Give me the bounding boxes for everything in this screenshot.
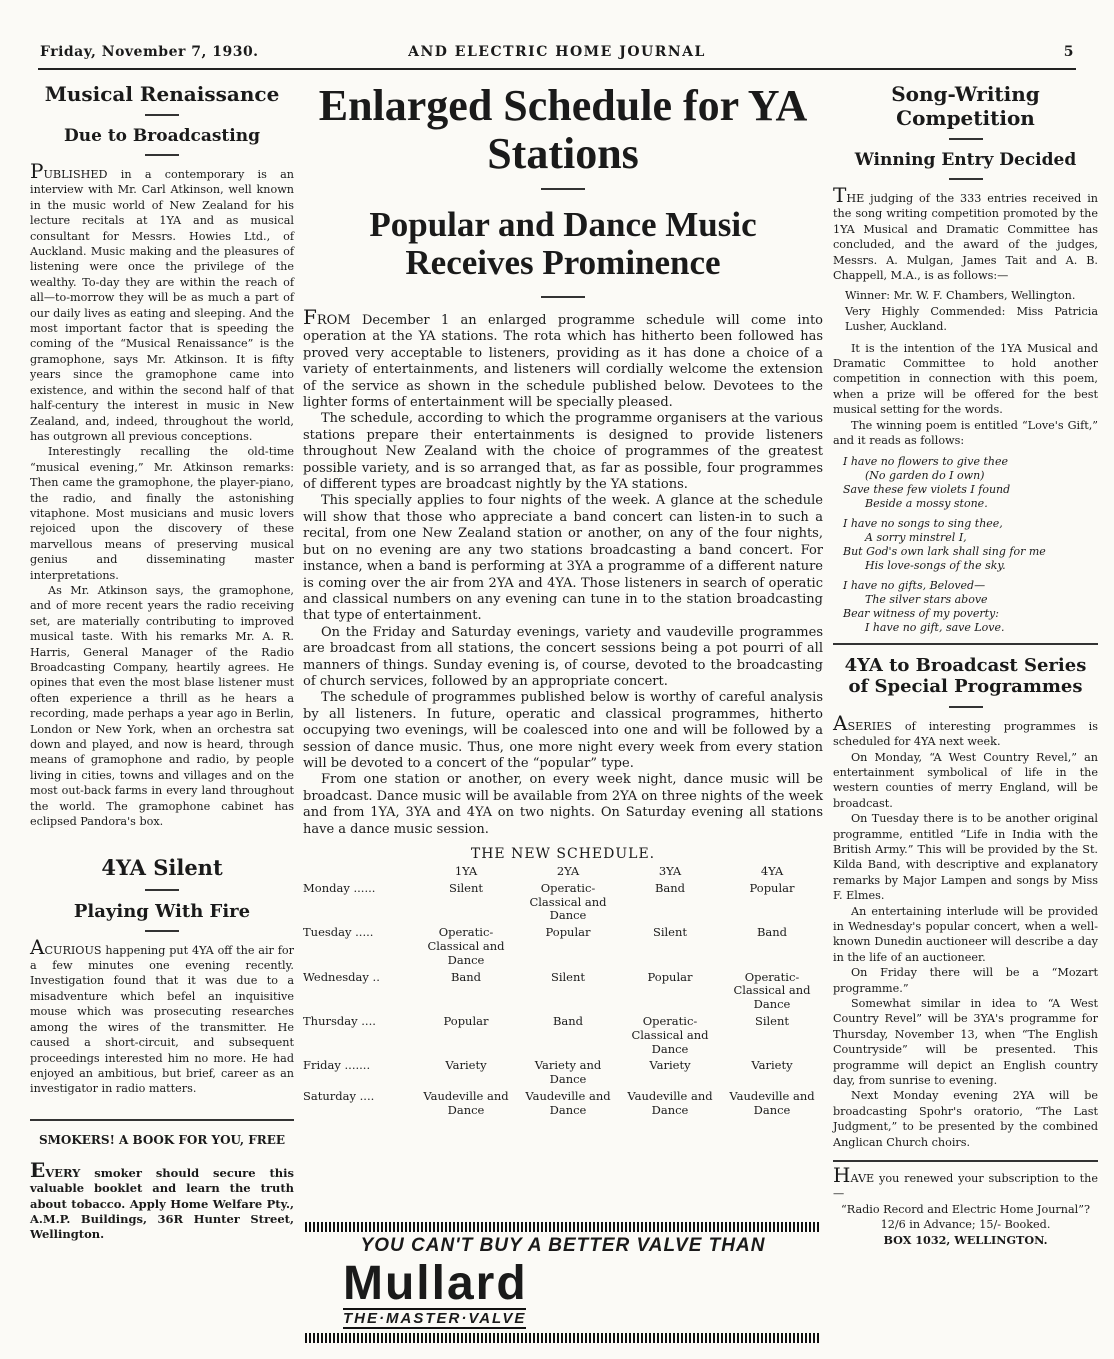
article-paragraph: ACURIOUS happening put 4YA off the air for a few minutes one evening recently. Investigation found that it was due to a misadventure which befel an inquisitive mouse which was prosecuting researches among the wires of the transmitter. He caused a short-circuit, and subsequent proceedings interested him no more. He had enjoyed an ambitious, but brief, career as an investigator in radio matters.	[30, 934, 294, 1096]
schedule-cell: Band	[654, 880, 686, 895]
schedule-cell: Band	[552, 1013, 584, 1028]
mullard-advert	[305, 1222, 821, 1343]
advert-border	[305, 1222, 821, 1232]
divider	[949, 138, 983, 140]
schedule-row	[303, 882, 823, 926]
article-title: 4YA to Broadcast Series of Special Programmes	[844, 654, 1087, 698]
winner-line: Winner: Mr. W. F. Chambers, Wellington.	[845, 289, 1076, 303]
drop-cap: T	[833, 183, 847, 207]
schedule-cell: Variety	[649, 1058, 691, 1073]
schedule-day: Thursday ....	[303, 1013, 376, 1028]
article-subtitle: Winning Entry Decided	[854, 150, 1077, 170]
article-paragraph: Somewhat similar in idea to “A West Country Revel” will be 3YA's programme for Thursday, November 13, when “The English Countryside” will be presented. This programme will depict an English country day, from sunrise to evening.	[833, 997, 1098, 1088]
station-header: 3YA	[658, 864, 682, 878]
article-title: Song-Writing Competition	[891, 82, 1040, 130]
schedule-cell: Operatic-Classical and Dance	[427, 925, 505, 967]
schedule-cell: Vaudeville and Dance	[423, 1088, 509, 1117]
article-paragraph: It is the intention of the 1YA Musical and Dramatic Committee to hold another competition in connection with this poem, when a prize will be offered for the best musical setting for the words.	[833, 341, 1098, 417]
schedule-title: THE NEW SCHEDULE.	[470, 846, 656, 862]
article-subtitle: Playing With Fire	[73, 900, 251, 922]
station-header: 1YA	[454, 864, 478, 878]
article-paragraph: As Mr. Atkinson says, the gramophone, and of more recent years the radio receiving set, are materially contributing to improved musical taste. With his remarks Mr. A. R. Harris, General Manager of the Radio Broadcasting Company, heartily agrees. He opines that even the most blase listener must often experience a thrill as he hears a recording, made perhaps a year ago in Berlin, London or New York, when an orchestra sat down and played, and now is heard, through means of gramophone and radio, by people living in cities, towns and villages and on the most out-back farms in every land throughout the world. The gramophone cabinet has eclipsed Pandora's box.	[30, 583, 294, 829]
divider	[949, 178, 983, 180]
schedule-cell: Vaudeville and Dance	[627, 1088, 713, 1117]
schedule-day: Saturday ....	[303, 1088, 375, 1103]
article-paragraph: From one station or another, on every week night, dance music will be broadcast. Dance music will be available from 2YA on three nights of the week and from 1YA, 3YA and 4YA on two nights. On Saturday evening all stations have a dance music session.	[303, 772, 823, 837]
article-paragraph: The winning poem is entitled “Love's Gift,” and it reads as follows:	[833, 418, 1098, 448]
article-paragraph: ASERIES of interesting programmes is scheduled for 4YA next week.	[833, 710, 1098, 749]
schedule-cell: Popular	[545, 925, 591, 940]
divider	[541, 296, 585, 298]
schedule-cell: Vaudeville and Dance	[729, 1088, 815, 1117]
schedule-cell: Popular	[749, 880, 795, 895]
schedule-row	[303, 1090, 823, 1121]
drop-cap: P	[30, 159, 44, 183]
advert-slogan: YOU CAN'T BUY A BETTER VALVE THAN	[360, 1235, 766, 1256]
schedule-cell: Variety	[445, 1058, 487, 1073]
schedule-cell: Variety and Dance	[534, 1058, 602, 1087]
header-rule	[38, 68, 1076, 70]
schedule-cell: Operatic-Classical and Dance	[733, 969, 811, 1012]
schedule-row	[303, 971, 823, 1015]
schedule-cell: Band	[756, 925, 788, 940]
article-paragraph: Interestingly recalling the old-time “musical evening,” Mr. Atkinson remarks: Then came the gramophone, the player-piano, the radio, and finally the astonishing vitaphone. Most musicians and music lovers rejoiced upon the discovery of these marvellous means of preserving musical genius and disseminating master interpretations.	[30, 445, 294, 582]
subscription-journal: “Radio Record and Electric Home Journal”?	[841, 1202, 1090, 1216]
advert-tagline: THE·MASTER·VALVE	[343, 1310, 527, 1327]
drop-cap: A	[30, 934, 45, 959]
schedule-row	[303, 1059, 823, 1090]
article-paragraph: On Tuesday there is to be another original programme, entitled “Life in India with the British Army.” This will be provided by the St. Kilda Band, with descriptive and explanatory remarks by Major Lampen and songs by Miss F. Elmes.	[833, 812, 1098, 903]
advert-heading: SMOKERS! A BOOK FOR YOU, FREE	[38, 1132, 286, 1147]
drop-cap: F	[303, 305, 317, 329]
divider	[145, 114, 179, 116]
schedule-day: Monday ......	[303, 880, 376, 895]
article-paragraph: The schedule, according to which the programme organisers at the various stations prepare their entertainments is designed to provide listeners throughout New Zealand with the choice of programmes of the greatest possible variety, and is so arranged that, as far as possible, four programmes of different types are broadcast nightly by the YA stations.	[303, 411, 823, 493]
schedule-day: Wednesday ..	[303, 969, 380, 984]
schedule-cell: Silent	[754, 1013, 790, 1028]
poem-stanza: I have no gifts, Beloved— The silver stars above Bear witness of my poverty: I have no gift, save Love.	[843, 578, 1005, 634]
station-header: 2YA	[556, 864, 580, 878]
middle-column	[303, 82, 823, 1121]
schedule-day: Tuesday .....	[303, 925, 374, 940]
article-paragraph: On Friday there will be a “Mozart programme.”	[833, 966, 1098, 995]
station-header: 4YA	[760, 864, 784, 878]
schedule-day: Friday .......	[303, 1058, 371, 1073]
article-paragraph: The schedule of programmes published below is worthy of careful analysis by all listeners. In future, operatic and classical programmes, hitherto occupying two evenings, will be coalesced into one and will be followed by a session of dance music. Thus, one more night every week from every station will be devoted to a concert of the “popular” type.	[303, 690, 823, 771]
poem-stanza: I have no songs to sing thee, A sorry minstrel I, But God's own lark shall sing for me His love-songs of the sky.	[843, 516, 1046, 572]
article-paragraph: THE judging of the 333 entries received in the song writing competition promoted by the 1YA Musical and Dramatic Committee has concluded, and the award of the judges, Messrs. A. Mulgan, James Tait and A. B. Chappell, M.A., is as follows:—	[833, 183, 1098, 283]
schedule-cell: Vaudeville and Dance	[525, 1088, 611, 1117]
schedule-cell: Silent	[448, 880, 484, 895]
box-rule	[30, 1119, 294, 1121]
schedule-cell: Popular	[443, 1013, 489, 1028]
subscription-address: BOX 1032, WELLINGTON.	[883, 1232, 1048, 1247]
schedule-cell: Variety	[751, 1058, 793, 1073]
poem-stanza: I have no flowers to give thee (No garden do I own) Save these few violets I found Beside a mossy stone.	[843, 454, 1011, 510]
divider	[541, 188, 585, 190]
subscription-notice: HAVE you renewed your subscription to the—	[833, 1163, 1098, 1201]
schedule-table	[303, 865, 823, 1121]
schedule-cell: Silent	[652, 925, 688, 940]
commended-line: Very Highly Commended: Miss Patricia Lusher, Auckland.	[845, 304, 1098, 334]
article-paragraph: Next Monday evening 2YA will be broadcasting Spohr's oratorio, “The Last Judgment,” to be presented by the combined Anglican Church choirs.	[833, 1089, 1098, 1149]
divider	[833, 643, 1098, 645]
drop-cap: E	[30, 1157, 46, 1182]
sub-headline: Popular and Dance Music Receives Prominence	[369, 205, 757, 282]
right-column	[833, 82, 1098, 1248]
drop-cap: A	[833, 710, 848, 735]
page-number: 5	[1063, 44, 1074, 60]
article-paragraph: An entertaining interlude will be provided in Wednesday's popular concert, when a well-known Dunedin auctioneer will describe a day in the life of an auctioneer.	[833, 904, 1098, 964]
divider	[833, 1160, 1098, 1162]
advert-text: EVERY smoker should secure this valuable booklet and learn the truth about tobacco. Apply Home Welfare Pty., A.M.P. Buildings, 36R Hunter Street, Wellington.	[30, 1157, 294, 1242]
article-paragraph: FROM December 1 an enlarged programme schedule will come into operation at the YA stations. The rota which has hitherto been followed has proved very acceptable to listeners, providing as it has done a choice of a variety of entertainments, and listeners will cordially welcome the extension of the service as shown in the schedule published below. Devotees to the lighter forms of entertainment will be specially pleased.	[303, 305, 823, 411]
advert-border	[305, 1333, 821, 1343]
page-header	[40, 44, 1074, 70]
schedule-cell: Popular	[647, 969, 693, 984]
article-paragraph: This specially applies to four nights of the week. A glance at the schedule will show that those who appreciate a band concert can listen-in to such a recital, from one New Zealand station or another, on any of the four nights, but on no evening are any two stations broadcasting a band concert. For instance, when a band is performing at 3YA a programme of a different nature is coming over the air from 2YA and 4YA. Those listeners in search of operatic and classical numbers on any evening can tune in to the station broadcasting that type of entertainment.	[303, 493, 823, 624]
article-title: Musical Renaissance	[44, 82, 280, 106]
mullard-logo: Mullard	[343, 1257, 528, 1310]
schedule-header-row	[303, 865, 823, 882]
schedule-corner	[303, 865, 415, 882]
schedule-cell: Operatic-Classical and Dance	[631, 1013, 709, 1056]
issue-date: Friday, November 7, 1930.	[40, 44, 259, 60]
divider	[145, 889, 179, 891]
article-subtitle: Due to Broadcasting	[63, 126, 260, 146]
publication-title: AND ELECTRIC HOME JOURNAL	[408, 44, 706, 60]
schedule-row	[303, 1015, 823, 1059]
article-paragraph: On the Friday and Saturday evenings, variety and vaudeville programmes are broadcast from all stations, the concert sessions being a pot pourri of all manners of things. Sunday evening is, of course, devoted to the broadcasting of church services, followed by an appropriate concert.	[303, 624, 823, 689]
schedule-row	[303, 926, 823, 970]
divider	[949, 706, 983, 708]
article-paragraph: On Monday, “A West Country Revel,” an entertainment symbolical of life in the western counties of merry England, will be broadcast.	[833, 750, 1098, 810]
schedule-cell: Silent	[550, 969, 586, 984]
left-column	[30, 82, 294, 1243]
drop-cap: H	[833, 1163, 851, 1188]
divider	[145, 930, 179, 932]
article-paragraph: PUBLISHED in a contemporary is an interview with Mr. Carl Atkinson, well known in the music world of New Zealand for his lecture recitals at 1YA and as musical consultant for Messrs. Howies Ltd., of Auckland. Music making and the pleasures of listening were once the privilege of the wealthy. To-day they are within the reach of all—to-morrow they will be as much a part of our daily lives as eating and sleeping. And the most important factor that is speeding the coming of the “Musical Renaissance” is the gramophone, says Mr. Atkinson. It is fifty years since the gramophone came into existence, and within the second half of that half-century the interest in music in New Zealand, and, indeed, throughout the world, has outgrown all previous conceptions.	[30, 159, 294, 443]
subscription-price: 12/6 in Advance; 15/- Booked.	[880, 1218, 1051, 1232]
schedule-cell: Band	[450, 969, 482, 984]
schedule-cell: Operatic-Classical and Dance	[529, 880, 607, 923]
divider	[145, 154, 179, 156]
main-headline: Enlarged Schedule for YA Stations	[318, 81, 808, 178]
article-title: 4YA Silent	[101, 855, 223, 881]
